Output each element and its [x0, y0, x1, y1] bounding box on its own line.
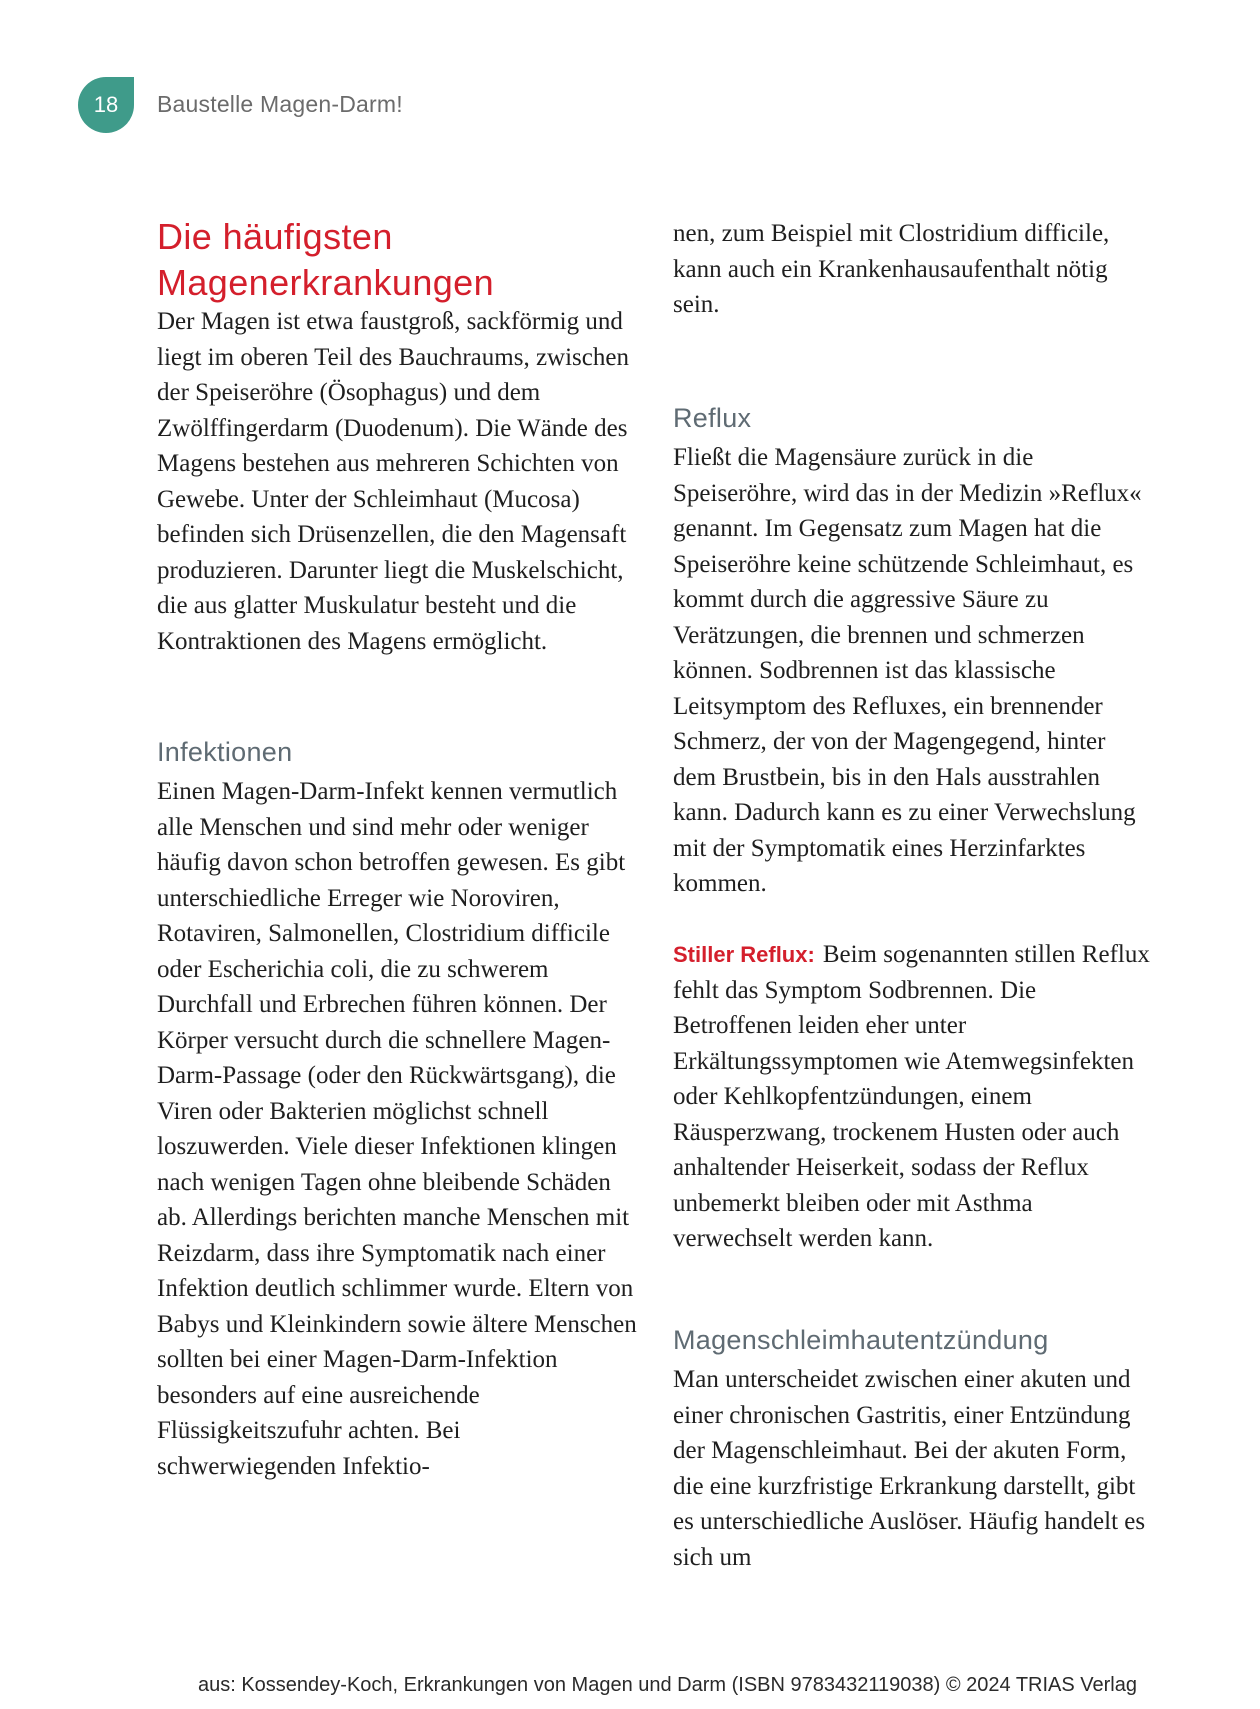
page-number-badge	[78, 77, 134, 133]
running-title: Baustelle Magen-Darm!	[157, 91, 403, 117]
chapter-title: Die häufigsten Magenerkrankungen	[157, 216, 495, 303]
stiller-reflux-label: Stiller Reflux:	[673, 942, 815, 967]
reflux-paragraph: Fließt die Magensäure zurück in die Speiseröhre, wird das in der Medizin »Reflux« genannt. Im Gegensatz zum Magen hat die Speiseröhre keine schützende Schleimhaut, es kommt durch die aggressive Säure zu Verätzungen, die brennen und schmerzen können. Sodbrennen ist das klassische Leitsymptom des Refluxes, ein brennender Schmerz, der von der Magengegend, hinter dem Brustbein, bis in den Hals ausstrahlen kann. Dadurch kann es zu einer Verwechslung mit der Symptomatik eines Herzinfarktes kommen.	[673, 444, 1142, 897]
source-footer	[0, 1674, 1260, 1697]
infektionen-paragraph: Einen Magen-Darm-Infekt kennen vermutlich alle Menschen und sind mehr oder weniger häufig davon schon betroffen gewesen. Es gibt unterschiedliche Erreger wie Noroviren, Rotaviren, Salmonellen, Clostridium difficile oder Escherichia coli, die zu schwerem Durchfall und Erbrechen führen können. Der Körper versucht durch die schnellere Magen-Darm-Passage (oder den Rückwärtsgang), die Viren oder Bakterien möglichst schnell loszuwerden. Viele dieser Infektionen klingen nach wenigen Tagen ohne bleibende Schäden ab. Allerdings berichten manche Menschen mit Reizdarm, dass ihre Symptomatik nach einer Infektion deutlich schlimmer wurde. Eltern von Babys und Kleinkindern sowie ältere Menschen sollten bei einer Magen-Darm-Infektion besonders auf eine ausreichende Flüssigkeitszufuhr achten. Bei schwerwiegenden Infektio-	[157, 778, 637, 1480]
page-number: 18	[93, 92, 119, 117]
infektionen-heading: Infektionen	[157, 737, 293, 767]
reflux-heading: Reflux	[673, 403, 752, 433]
gastritis-heading: Magenschleimhautentzündung	[673, 1325, 1049, 1355]
stiller-reflux-paragraph	[673, 937, 1153, 1257]
stiller-reflux-text: Beim sogenannten stillen Reflux fehlt das Symptom Sodbrennen. Die Betroffenen leiden eher unter Erkältungssymptomen wie Atemwegsinfekten oder Kehlkopfentzündungen, einem Räusperzwang, trockenem Husten oder auch anhaltender Heiserkeit, sodass der Reflux unbemerkt bleiben oder mit Asthma verwechselt werden kann.	[673, 941, 1150, 1252]
gastritis-paragraph: Man unterscheidet zwischen einer akuten und einer chronischen Gastritis, einer Entzündung der Magenschleimhaut. Bei der akuten Form, die eine kurzfristige Erkrankung darstellt, gibt es unterschiedliche Auslöser. Häufig handelt es sich um	[673, 1366, 1146, 1571]
intro-paragraph: Der Magen ist etwa faustgroß, sackförmig und liegt im oberen Teil des Bauchraums, zwischen der Speiseröhre (Ösophagus) und dem Zwölffingerdarm (Duodenum). Die Wände des Magens bestehen aus mehreren Schichten von Gewebe. Unter der Schleimhaut (Mucosa) befinden sich Drüsenzellen, die den Magensaft produzieren. Darunter liegt die Muskelschicht, die aus glatter Muskulatur besteht und die Kontraktionen des Magens ermöglicht.	[157, 308, 629, 655]
source-footer-text: aus: Kossendey-Koch, Erkrankungen von Magen und Darm (ISBN 9783432119038) © 2024 TRIAS Verlag	[197, 1674, 1137, 1696]
continuation-paragraph: nen, zum Beispiel mit Clostridium difficile, kann auch ein Krankenhausaufenthalt nötig sein.	[673, 220, 1110, 318]
